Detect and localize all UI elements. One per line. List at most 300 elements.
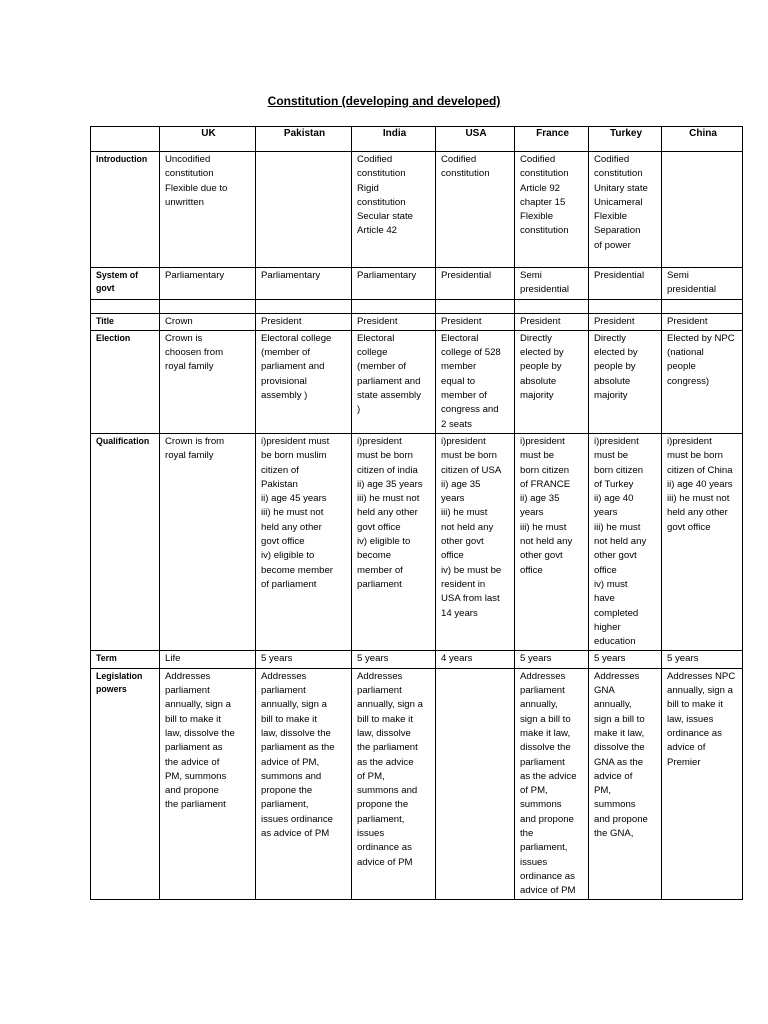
cell-text-line: bill to make it <box>261 713 317 725</box>
cell-text-line: advice of <box>667 742 706 754</box>
cell-text-line: Semi <box>667 270 689 281</box>
cell-system-of-govt-pakistan <box>256 268 352 300</box>
cell-legislation-powers-france <box>515 668 589 900</box>
cell-qualification-france <box>515 433 589 650</box>
row-header-legislation-powers <box>91 668 160 900</box>
cell-election-usa <box>436 330 515 433</box>
cell-text-line: President <box>357 315 398 327</box>
cell-text-line: i)president <box>520 435 565 447</box>
cell-text-line: iii) he must <box>594 521 641 533</box>
cell-text-line: iii) he must not <box>357 493 420 505</box>
cell-legislation-powers-china <box>662 668 743 900</box>
row-header-line: System of <box>96 270 139 280</box>
cell-text-line: ordinance as <box>520 870 575 882</box>
cell-text-line: the <box>520 827 534 839</box>
cell-title-pakistan <box>256 313 352 330</box>
cell-text-line: the parliament <box>357 742 418 754</box>
cell-text-line: Addresses NPC <box>667 670 736 682</box>
cell-text-line: Separation <box>594 225 641 237</box>
cell-text-line: member of <box>357 564 403 576</box>
cell-text-line: office <box>594 564 617 576</box>
cell-legislation-powers-pakistan <box>256 668 352 900</box>
cell-text-line: Presidential <box>594 270 645 281</box>
cell-text-line: bill to make it <box>165 713 221 725</box>
cell-text-line: Article 42 <box>357 225 397 237</box>
cell-text-line: Electoral <box>441 332 479 344</box>
cell-text-line: must be <box>520 450 555 462</box>
cell-introduction-china <box>662 152 743 268</box>
cell-text-line: advice of PM <box>520 885 576 897</box>
row-header-qualification <box>91 433 160 650</box>
cell-text-line: have <box>594 593 615 605</box>
cell-text-line: 5 years <box>261 653 293 665</box>
cell-text-line: citizen of india <box>357 464 418 476</box>
cell-text-line: bill to make it <box>357 713 413 725</box>
cell-text-line: of power <box>594 239 631 251</box>
cell-text-line: elected by <box>520 347 564 359</box>
cell-text-line: other govt <box>520 550 563 562</box>
cell-text-line: constitution <box>594 168 643 180</box>
cell-text-line: 5 years <box>594 653 626 665</box>
cell-legislation-powers-turkey <box>589 668 662 900</box>
cell-text-line: GNA as the <box>594 756 644 768</box>
cell-text-line: bill to make it <box>667 699 723 711</box>
cell-text-line: dissolve the <box>520 742 571 754</box>
cell-text-line: assembly ) <box>261 390 308 402</box>
cell-election-pakistan <box>256 330 352 433</box>
cell-text-line: be born muslim <box>261 450 327 462</box>
cell-text-line: parliament, <box>520 842 568 854</box>
cell-text-line: majority <box>594 390 628 402</box>
cell-text-line: unwritten <box>165 196 204 208</box>
cell-text-line: i)president <box>357 435 402 447</box>
cell-text-line: people by <box>520 361 562 373</box>
cell-text-line: years <box>520 507 544 519</box>
cell-text-line: ii) age 35 years <box>357 478 423 490</box>
cell-text-line: other govt <box>594 550 637 562</box>
cell-text-line: Directly <box>594 332 626 344</box>
cell-text-line: other govt <box>441 536 484 548</box>
cell-election-china <box>662 330 743 433</box>
cell-text-line: Semi <box>520 270 542 281</box>
cell-text-line: sign a bill to <box>594 713 645 725</box>
cell-qualification-india <box>352 433 436 650</box>
cell-text-line: of Turkey <box>594 478 634 490</box>
cell-text-line: not held any <box>594 536 647 548</box>
row-header-line: Introduction <box>96 154 148 164</box>
cell-text-line: and propone <box>165 785 219 797</box>
cell-term-france <box>515 651 589 668</box>
cell-text-line: born citizen <box>594 464 644 476</box>
cell-text-line: annually, <box>594 699 632 711</box>
cell-text-line: summons <box>594 799 636 811</box>
column-header-turkey: Turkey <box>589 127 662 152</box>
cell-introduction-france <box>515 152 589 268</box>
cell-text-line: presidential <box>667 284 717 296</box>
cell-introduction-usa <box>436 152 515 268</box>
cell-text-line: ) <box>357 404 361 416</box>
cell-text-line: 4 years <box>441 653 473 665</box>
cell-introduction-pakistan <box>256 152 352 268</box>
cell-text-line: annually, sign a <box>357 699 423 711</box>
cell-system-of-govt-turkey <box>589 268 662 300</box>
cell-text-line: i)president <box>667 435 712 447</box>
cell-text-line: held any other <box>667 507 728 519</box>
cell-system-of-govt-uk <box>160 268 256 300</box>
cell-blank-india <box>352 299 436 313</box>
cell-qualification-turkey <box>589 433 662 650</box>
cell-text-line: Life <box>165 653 181 665</box>
cell-text-line: college <box>357 347 388 359</box>
cell-text-line: 5 years <box>357 653 389 665</box>
cell-text-line: parliament as <box>165 742 223 754</box>
row-header-election <box>91 330 160 433</box>
cell-text-line: parliament and <box>261 361 325 373</box>
cell-text-line: annually, sign a <box>261 699 327 711</box>
cell-text-line: parliament <box>520 685 565 697</box>
cell-term-turkey <box>589 651 662 668</box>
cell-text-line: Flexible due to <box>165 182 228 194</box>
cell-introduction-turkey <box>589 152 662 268</box>
column-header-china: China <box>662 127 743 152</box>
cell-text-line: i)president <box>594 435 639 447</box>
cell-text-line: ii) age 40 years <box>667 478 733 490</box>
cell-text-line: (member of <box>357 361 407 373</box>
cell-text-line: Addresses <box>261 670 307 682</box>
cell-text-line: iii) he must <box>520 521 567 533</box>
cell-text-line: constitution <box>165 168 214 180</box>
cell-text-line: (member of <box>261 347 311 359</box>
cell-text-line: constitution <box>357 168 406 180</box>
cell-text-line: iii) he must not <box>667 493 730 505</box>
cell-text-line: Addresses <box>520 670 566 682</box>
cell-title-usa <box>436 313 515 330</box>
cell-blank-france <box>515 299 589 313</box>
cell-introduction-uk <box>160 152 256 268</box>
cell-text-line: Codified <box>357 154 393 165</box>
cell-text-line: must be born <box>667 450 723 462</box>
cell-qualification-pakistan <box>256 433 352 650</box>
cell-text-line: must be born <box>441 450 497 462</box>
cell-text-line: Parliamentary <box>165 270 225 281</box>
cell-text-line: Parliamentary <box>261 270 321 281</box>
cell-text-line: years <box>594 507 618 519</box>
table-row-blank <box>91 299 743 313</box>
cell-text-line: of parliament <box>261 578 317 590</box>
cell-text-line: GNA <box>594 685 615 697</box>
cell-blank-china <box>662 299 743 313</box>
cell-text-line: Addresses <box>165 670 211 682</box>
cell-text-line: the parliament <box>165 799 226 811</box>
cell-text-line: majority <box>520 390 554 402</box>
cell-election-turkey <box>589 330 662 433</box>
cell-text-line: ii) age 35 <box>520 493 560 505</box>
row-header-line: govt <box>96 283 115 293</box>
cell-text-line: parliament <box>357 578 402 590</box>
cell-text-line: ii) age 40 <box>594 493 634 505</box>
cell-legislation-powers-usa <box>436 668 515 900</box>
column-header-usa: USA <box>436 127 515 152</box>
row-header-line: Election <box>96 332 131 343</box>
cell-text-line: not held any <box>441 521 494 533</box>
table-row-title <box>91 313 743 330</box>
header-row <box>91 127 743 152</box>
cell-text-line: become <box>357 550 392 562</box>
cell-text-line: people by <box>594 361 636 373</box>
cell-text-line: resident in <box>441 578 486 590</box>
cell-text-line: completed <box>594 607 639 619</box>
cell-text-line: parliament <box>520 756 565 768</box>
cell-text-line: Crown is from <box>165 435 225 447</box>
cell-text-line: ordinance as <box>667 727 722 739</box>
cell-text-line: people <box>667 361 696 373</box>
cell-text-line: citizen of <box>261 464 299 476</box>
cell-title-turkey <box>589 313 662 330</box>
cell-text-line: Premier <box>667 756 701 768</box>
cell-text-line: education <box>594 636 636 648</box>
cell-text-line: of PM, <box>357 770 385 782</box>
cell-text-line: member of <box>441 390 487 402</box>
cell-text-line: Pakistan <box>261 478 298 490</box>
cell-text-line: President <box>667 315 708 327</box>
cell-text-line: iii) he must <box>441 507 488 519</box>
cell-text-line: parliament, <box>261 799 309 811</box>
cell-term-usa <box>436 651 515 668</box>
cell-text-line: govt office <box>667 521 711 533</box>
cell-text-line: issues ordinance <box>261 813 333 825</box>
constitution-table <box>90 126 743 900</box>
cell-text-line: and propone <box>594 813 648 825</box>
cell-text-line: absolute <box>594 375 631 387</box>
cell-text-line: constitution <box>357 196 406 208</box>
cell-title-france <box>515 313 589 330</box>
cell-text-line: Codified <box>520 154 556 165</box>
row-header-title <box>91 313 160 330</box>
cell-text-line: parliament <box>357 685 402 697</box>
cell-term-india <box>352 651 436 668</box>
cell-text-line: summons and <box>261 770 322 782</box>
cell-text-line: 2 seats <box>441 418 472 430</box>
cell-text-line: Unitary state <box>594 182 648 194</box>
cell-text-line: (national <box>667 347 704 359</box>
cell-text-line: office <box>441 550 464 562</box>
cell-legislation-powers-india <box>352 668 436 900</box>
cell-text-line: sign a bill to <box>520 713 571 725</box>
cell-text-line: USA from last <box>441 593 500 605</box>
table-row-legislation-powers <box>91 668 743 900</box>
cell-text-line: choosen from <box>165 347 224 359</box>
cell-system-of-govt-usa <box>436 268 515 300</box>
cell-text-line: i)president must <box>261 435 330 447</box>
cell-text-line: Article 92 <box>520 182 560 194</box>
cell-text-line: dissolve the <box>594 742 645 754</box>
cell-text-line: as the advice <box>520 770 577 782</box>
cell-text-line: elected by <box>594 347 638 359</box>
cell-text-line: Flexible <box>594 211 628 223</box>
cell-text-line: citizen of China <box>667 464 733 476</box>
cell-text-line: parliament <box>165 685 210 697</box>
cell-text-line: iii) he must not <box>261 507 324 519</box>
cell-text-line: of FRANCE <box>520 478 571 490</box>
cell-text-line: propone the <box>261 785 313 797</box>
cell-text-line: President <box>520 315 561 327</box>
cell-system-of-govt-china <box>662 268 743 300</box>
cell-text-line: law, dissolve <box>357 727 411 739</box>
cell-text-line: issues <box>357 827 385 839</box>
cell-text-line: the GNA, <box>594 827 634 839</box>
cell-text-line: Directly <box>520 332 552 344</box>
cell-text-line: constitution <box>441 168 490 180</box>
cell-text-line: iv) be must be <box>441 564 502 576</box>
cell-qualification-china <box>662 433 743 650</box>
cell-qualification-uk <box>160 433 256 650</box>
cell-text-line: ii) age 35 <box>441 478 481 490</box>
table-row-introduction <box>91 152 743 268</box>
cell-text-line: royal family <box>165 361 214 373</box>
cell-text-line: state assembly <box>357 390 421 402</box>
row-header-line: powers <box>96 683 127 694</box>
cell-text-line: parliament <box>261 685 306 697</box>
cell-text-line: annually, sign a <box>667 685 733 697</box>
cell-term-pakistan <box>256 651 352 668</box>
cell-system-of-govt-india <box>352 268 436 300</box>
cell-text-line: President <box>441 315 482 327</box>
cell-text-line: years <box>441 493 465 505</box>
cell-text-line: provisional <box>261 375 307 387</box>
cell-text-line: iv) must <box>594 578 628 590</box>
cell-text-line: 5 years <box>667 653 699 665</box>
cell-text-line: Unicameral <box>594 196 643 208</box>
cell-text-line: ordinance as <box>357 842 412 854</box>
cell-text-line: i)president <box>441 435 486 447</box>
cell-text-line: must be <box>594 450 629 462</box>
cell-text-line: ii) age 45 years <box>261 493 327 505</box>
cell-text-line: Addresses <box>357 670 403 682</box>
cell-text-line: President <box>594 315 635 327</box>
cell-text-line: annually, sign a <box>165 699 231 711</box>
cell-text-line: as advice of PM <box>261 827 330 839</box>
cell-text-line: make it law, <box>520 727 571 739</box>
cell-text-line: constitution <box>520 168 569 180</box>
cell-text-line: congress) <box>667 375 710 387</box>
cell-text-line: govt office <box>261 536 305 548</box>
cell-text-line: law, issues <box>667 713 714 725</box>
cell-text-line: law, dissolve the <box>165 727 235 739</box>
cell-text-line: Uncodified <box>165 154 211 165</box>
cell-text-line: member <box>441 361 477 373</box>
cell-text-line: Flexible <box>520 211 554 223</box>
row-header-line: Legislation <box>96 670 143 681</box>
cell-election-india <box>352 330 436 433</box>
cell-qualification-usa <box>436 433 515 650</box>
cell-text-line: must be born <box>357 450 413 462</box>
cell-text-line: absolute <box>520 375 557 387</box>
cell-text-line: advice of PM, <box>261 756 320 768</box>
cell-text-line: become member <box>261 564 333 576</box>
row-header-line: Qualification <box>96 435 150 446</box>
cell-election-france <box>515 330 589 433</box>
table-row-term <box>91 651 743 668</box>
cell-text-line: Addresses <box>594 670 640 682</box>
cell-text-line: congress and <box>441 404 499 416</box>
cell-text-line: parliament as the <box>261 742 335 754</box>
cell-text-line: President <box>261 315 302 327</box>
cell-text-line: Parliamentary <box>357 270 417 281</box>
row-header-system-of-govt <box>91 268 160 300</box>
cell-text-line: issues <box>520 856 548 868</box>
table-row-qualification <box>91 433 743 650</box>
row-header-introduction <box>91 152 160 268</box>
cell-system-of-govt-france <box>515 268 589 300</box>
cell-title-china <box>662 313 743 330</box>
cell-term-uk <box>160 651 256 668</box>
cell-blank-pakistan <box>256 299 352 313</box>
cell-text-line: Crown <box>165 315 193 327</box>
cell-text-line: and propone <box>520 813 574 825</box>
cell-election-uk <box>160 330 256 433</box>
cell-legislation-powers-uk <box>160 668 256 900</box>
cell-text-line: office <box>520 564 543 576</box>
cell-text-line: of PM, <box>520 785 548 797</box>
table-row-election <box>91 330 743 433</box>
cell-text-line: PM, summons <box>165 770 227 782</box>
table-row-system-of-govt <box>91 268 743 300</box>
cell-blank-usa <box>436 299 515 313</box>
cell-text-line: citizen of USA <box>441 464 502 476</box>
cell-title-india <box>352 313 436 330</box>
cell-text-line: Rigid <box>357 182 379 194</box>
cell-text-line: iv) eligible to <box>357 536 411 548</box>
cell-text-line: propone the <box>357 799 409 811</box>
cell-blank-uk <box>160 299 256 313</box>
cell-text-line: presidential <box>520 284 570 296</box>
cell-text-line: iv) eligible to <box>261 550 315 562</box>
cell-text-line: parliament and <box>357 375 421 387</box>
cell-text-line: PM, <box>594 785 612 797</box>
cell-title-uk <box>160 313 256 330</box>
cell-text-line: summons and <box>357 785 418 797</box>
cell-text-line: Elected by NPC <box>667 332 735 344</box>
cell-text-line: chapter 15 <box>520 196 566 208</box>
cell-text-line: summons <box>520 799 562 811</box>
cell-text-line: the advice of <box>165 756 220 768</box>
column-header-uk: UK <box>160 127 256 152</box>
cell-text-line: advice of <box>594 770 633 782</box>
cell-text-line: Codified <box>441 154 477 165</box>
row-header-blank <box>91 299 160 313</box>
column-header-france: France <box>515 127 589 152</box>
cell-text-line: Electoral <box>357 332 395 344</box>
cell-text-line: Electoral college <box>261 332 332 344</box>
cell-text-line: held any other <box>261 521 322 533</box>
cell-text-line: 14 years <box>441 607 478 619</box>
cell-text-line: annually, <box>520 699 558 711</box>
cell-term-china <box>662 651 743 668</box>
cell-text-line: law, dissolve the <box>261 727 331 739</box>
cell-text-line: govt office <box>357 521 401 533</box>
row-header-term <box>91 651 160 668</box>
cell-blank-turkey <box>589 299 662 313</box>
row-header-line: Term <box>96 653 117 664</box>
cell-text-line: constitution <box>520 225 569 237</box>
cell-text-line: Crown is <box>165 332 203 344</box>
cell-text-line: Codified <box>594 154 630 165</box>
cell-text-line: make it law, <box>594 727 645 739</box>
cell-text-line: Secular state <box>357 211 413 223</box>
cell-text-line: equal to <box>441 375 476 387</box>
cell-introduction-india <box>352 152 436 268</box>
cell-text-line: as the advice <box>357 756 414 768</box>
